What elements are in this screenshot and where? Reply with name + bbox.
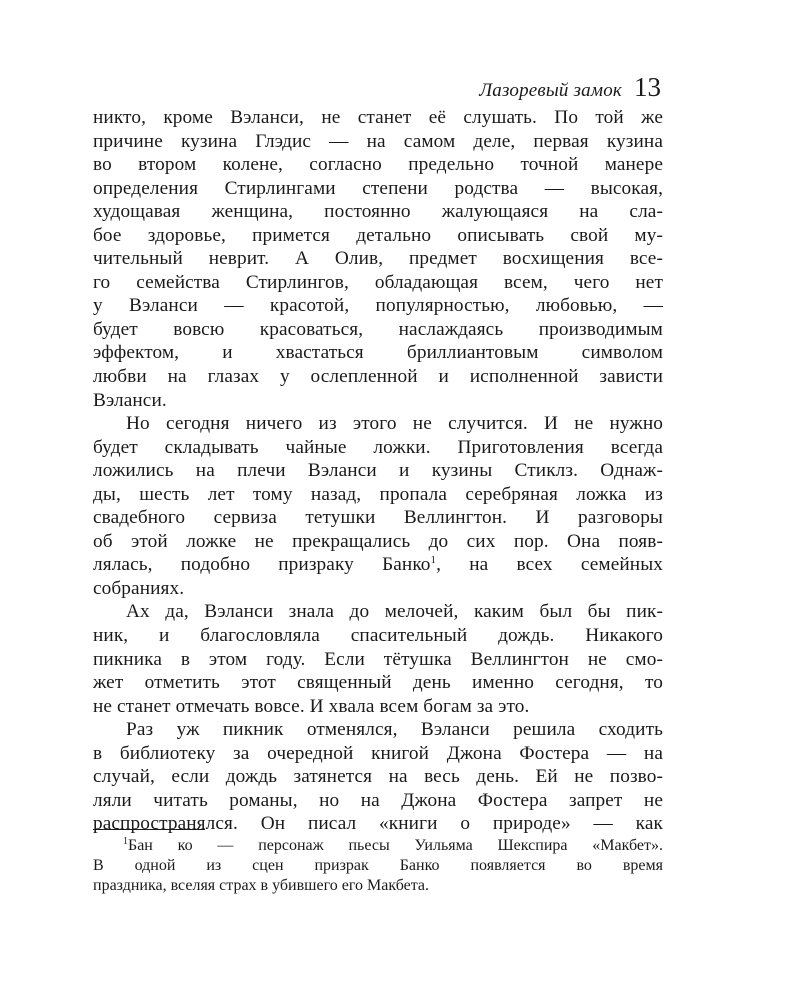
text-line: будет складывать чайные ложки. Приготовления всегда (93, 436, 663, 458)
text-line: ложились на плечи Вэланси и кузины Стиклз. Однаж- (93, 460, 663, 482)
text-line: случай, если дождь затянется на весь день. Ей не позво- (93, 766, 663, 788)
text-line: Вэланси. (93, 389, 167, 411)
text-line: Но сегодня ничего из этого не случится. И не нужно (126, 413, 663, 435)
text-line: ляли читать романы, но на Джона Фостера запрет не (93, 789, 663, 811)
text-line: у Вэланси — красотой, популярностью, любовью, — (93, 295, 663, 317)
text-line: в библиотеку за очередной книгой Джона Фостера — на (93, 742, 663, 764)
text-line-with-footnote (93, 553, 663, 577)
footnote-marker: 1 (123, 836, 128, 847)
text-line: определения Стирлингами степени родства — высокая, (93, 177, 663, 199)
text-line: худощавая женщина, постоянно жалующаяся на сла- (93, 201, 663, 223)
text-line: жет отметить этот священный день именно сегодня, то (93, 672, 663, 694)
running-header (93, 72, 661, 106)
text-line: ник, и благословляла спасительный дождь. Никакого (93, 625, 663, 647)
text-line: эффектом, и хвастаться бриллиантовым символом (93, 342, 663, 364)
text-line: ды, шесть лет тому назад, пропала серебряная ложка из (93, 483, 663, 505)
text-line: об этой ложке не прекращались до сих пор. Она появ- (93, 530, 663, 552)
text-line: собраниях. (93, 577, 185, 599)
text-fragment: , на всех семейных (436, 554, 663, 576)
footnote-line (93, 836, 663, 856)
footnote (93, 836, 663, 896)
text-line: никто, кроме Вэланси, не станет её слушать. По той же (93, 107, 663, 128)
footnote-line: праздника, вселяя страх в убившего его Макбета. (93, 877, 430, 894)
text-line: причине кузина Глэдис — на самом деле, первая кузина (93, 130, 663, 152)
text-line: распространялся. Он писал «книги о природе» — как (93, 813, 663, 835)
footnote-line: В одной из сцен призрак Банко появляется во время (93, 857, 663, 874)
text-line: Раз уж пикник отменялся, Вэланси решила сходить (126, 719, 663, 741)
text-line: во втором колене, согласно предельно точной манере (93, 154, 663, 176)
text-fragment: лялась, подобно призраку Банко (93, 554, 431, 576)
text-line: пикника в этом году. Если тётушка Веллингтон не смо- (93, 648, 663, 670)
text-line: любви на глазах у ослепленной и исполненной зависти (93, 366, 663, 388)
text-line: го семейства Стирлингов, обладающая всем, чего нет (93, 271, 663, 293)
text-line: не станет отмечать вовсе. И хвала всем богам за это. (93, 695, 530, 717)
footnote-text: Бан ко — персонаж пьесы Уильяма Шекспира «Макбет». (128, 837, 663, 854)
text-line: чительный неврит. А Олив, предмет восхищения все- (93, 248, 663, 270)
text-line: Ах да, Вэланси знала до мелочей, каким был бы пик- (126, 601, 663, 623)
text-line: будет вовсю красоваться, наслаждаясь производимым (93, 318, 663, 340)
text-line: бое здоровье, примется детально описывать свой му- (93, 224, 663, 246)
body-text (93, 106, 663, 836)
page-number: 13 (634, 72, 661, 102)
text-line: свадебного сервиза тетушки Веллингтон. И разговоры (93, 507, 663, 529)
running-title: Лазоревый замок (479, 80, 622, 101)
footnote-ref[interactable]: 1 (430, 554, 437, 567)
footnote-divider (93, 829, 205, 830)
